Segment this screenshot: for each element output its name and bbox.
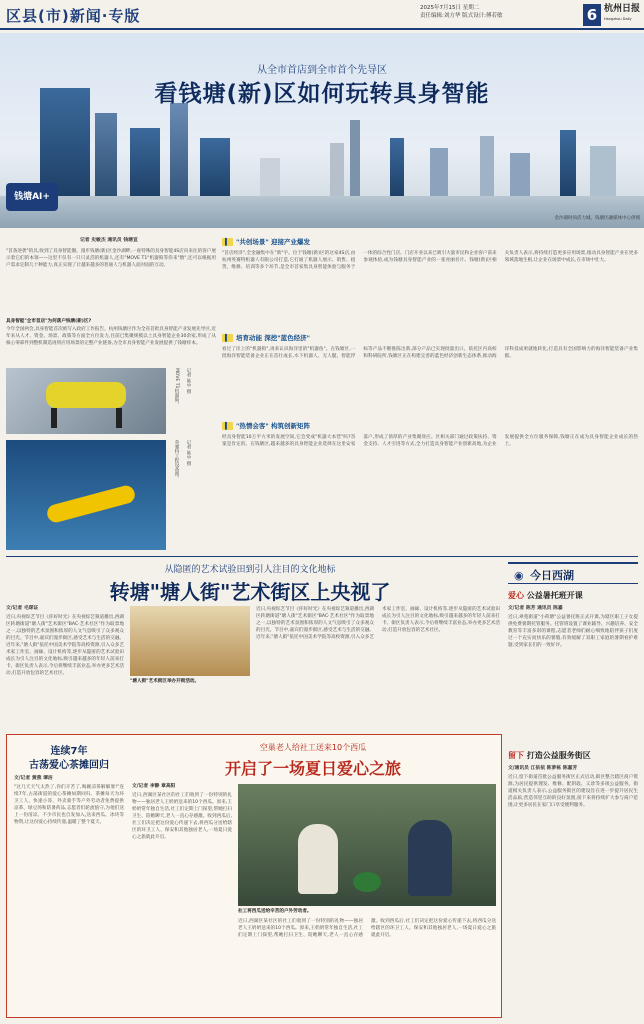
editor-credits: 责任编辑:刘方华 版式设计:傅若敏 xyxy=(420,13,503,19)
story2-photo-caption: "塘人街"艺术街区举办开街活动。 xyxy=(130,679,200,684)
story3-byline: 文/记者 陈芳 通讯员 陈嘉 xyxy=(508,606,563,611)
subsection-3-text: 经具身智能10万平方米的发展空间,它会变成"机器大本营"吗?答案是肯定的。在钱塘区,越来越多的具身智能企业选择在这里安家落户,形成了浓厚的产业集聚效应。区相关部门通过政策扶持、资金支持、人才引进等方式,全力打造具身智能产业创新高地,为企业发展提供全方位服务保障,钱塘正在成为具身智能企业成长的热土。 xyxy=(222,435,638,447)
robot-dog-photo xyxy=(6,368,166,434)
westlake-banner xyxy=(508,562,638,584)
issue-date: 2025年7月15日 星期二 xyxy=(420,5,480,11)
story1-question: 具身智能"全市首店"为何落户钱塘(新)区? xyxy=(6,319,92,324)
story2-byline: 文/记者 毛琛证 xyxy=(6,606,39,611)
story5-kicker-line1: 连续7年 xyxy=(50,746,88,757)
subsection-1-text: "首店经济",全金融集中在"新"字。位于钱塘(新)区的这家4S店,由杭州英赛特机器人有限公司打造,它打通了机器人展示、销售、租赁、维修、培训等多个环节,是全市首家集具身智能体验与服务于一体的综合性门店。门店开业以来已吸引大量市民和企业客户前来参观体验,成为钱塘具身智能产业的一张亮丽名片。钱塘(新)区相关负责人表示,将持续打造更多应用场景,推动具身智能产业在更多领域落地生根,让企业在场景中成长,在市场中壮大。 xyxy=(222,251,638,270)
page-number: 6 xyxy=(583,4,601,26)
story3-headline-row xyxy=(508,590,638,601)
story4-byline: 文/通讯员 江依依 陈萝栋 陈嘉芳 xyxy=(508,766,578,771)
story6-photo-caption: 社工将西瓜送给辛苦的户外劳动者。 xyxy=(238,909,312,914)
photo2-caption: 英赛特工程设备图。 xyxy=(174,440,179,481)
story6-text-col2: 近日,西湖区某社区的社工们收到了一份特别的礼物——独居老人王奶奶送来的10个西瓜。原来,王奶奶常年独自生活,社工们定期上门探望,帮她打扫卫生、陪她聊天,老人一直心存感激。收到西瓜后,社工们决定把这份爱心传递下去,将西瓜分送给辖区的环卫工人、保安和其他独居老人,一场夏日爱心之旅就此开启。 xyxy=(238,919,496,938)
story4-headline: 打造公益服务街区 xyxy=(526,751,591,760)
story5-kicker-line2: 古荡爱心茶摊回归 xyxy=(29,760,109,771)
story2-kicker: 从隐匿的艺术试验田到引人注目的文化地标 xyxy=(164,565,336,575)
story5-text: "这几天天气太热了,你们辛苦了,喝碗凉茶解解暑!"连续7年,古荡街道的爱心茶摊如期回归。茶摊每天为环卫工人、快递小哥、外卖骑手等户外劳动者免费提供凉茶、绿豆汤和防暑药品,志愿者们轮流值守,为他们送上一份清凉。不少市民也自发加入,送来西瓜、冰块等物资,让这份爱心持续传递,温暖了整个夏天。 xyxy=(14,785,124,825)
ai-badge: 钱塘AI+ xyxy=(6,183,58,211)
page-header xyxy=(0,0,644,30)
underwater-robot-photo xyxy=(6,440,166,550)
story2-text-col2: 近日,央视综艺节目《你好时光》在央视综艺频道播出,西湖区转塘街道"塘人街"艺术街区"BAC·艺术社区"作为取景地之一,以独特的艺术氛围和浓厚的人文气息吸引了众多观众的目光。节目中,嘉宾们漫步街区,感受艺术与生活的交融。近年来,"塘人街"依托中国美术学院等高校资源,引入众多艺术家工作室、画廊、设计机构等,逐步从隐匿的艺术试验田成长为引人注目的文化地标,吸引越来越多的年轻人前来打卡。街区负责人表示,今后将继续丰富业态,举办更多艺术活动,打造开放包容的艺术社区。 xyxy=(256,607,500,640)
westlake-icon: ◉ xyxy=(514,569,524,582)
photo1-credit: 记者 陈中 摄 xyxy=(186,368,191,394)
story6-byline: 文/记者 李静 章高阳 xyxy=(132,784,176,789)
hero-kicker: 从全市首店到全市首个先导区 xyxy=(257,65,387,76)
story1-byline: 记者 史敏杰 通讯员 钱塘宣 xyxy=(80,238,138,243)
story4-text: 近日,留下街道首批公益服务街区正式启动,街区整合辖区商户资源,为居民提供理发、维修、配钥匙、义诊等多项公益服务。街道相关负责人表示,公益服务街区的建设旨在进一步提升居民生活品质,营造邻里互助的良好氛围,接下来将持续扩大参与商户范围,让更多居民在家门口享受便利服务。 xyxy=(508,775,638,808)
story1-body: 今年全国两会,具身智能首次被写入政府工作报告。杭州钱塘区作为全省首批具身智能产业发展先导区,近年来从人才、资金、场景、政策等方面全方位发力,目前已集聚规模以上具身智能企业30余家,形成了从核心零部件到整机制造再到应用场景的完整产业链条,为全市具身智能产业发展提供了钱塘样本。 xyxy=(6,327,216,346)
newspaper-logo: 杭州日报 Hangzhou Daily xyxy=(604,4,641,21)
story3-text: 近日,翠苑街道"小荷塘"公益暑托班正式开课,为辖区职工子女提供免费暑期托管服务。托管班设置了课业辅导、兴趣培养、安全教育等丰富多彩的课程,志愿者老师们耐心细致地陪伴孩子们度过一个充实而快乐的暑假,有效缓解了双职工家庭的暑期看护难题,受到家长们的一致好评。 xyxy=(508,615,638,648)
photo2-credit: 记者 陈中 摄 xyxy=(186,440,191,466)
date-line xyxy=(420,4,580,20)
story6-kicker: 空巢老人给社工送来10个西瓜 xyxy=(259,743,367,752)
subsection-2-text: 看过了岸上的"机器狗",再来认识海洋里的"机器鱼"。在钱塘区,一批海洋智能装备企业正在茁壮成长,水下机器人、无人艇、智能浮标等产品不断推陈出新,部分产品已实现批量出口。依托区内高校和科研院所,钱塘区正在构建完善的蓝色经济创新生态体系,推动海洋科技成果就地转化,打造具有全国影响力的海洋智能装备产业集群。 xyxy=(222,347,638,359)
story4-headline-row xyxy=(508,750,638,761)
section-title: 区县(市)新闻·专版 xyxy=(6,7,141,25)
story5-byline: 文/记者 黄燕 谭洁 xyxy=(14,776,53,781)
art-street-photo xyxy=(130,606,250,676)
westlake-title: 今日西湖 xyxy=(530,569,574,582)
story2-headline: 转塘"塘人街"艺术街区上央视了 xyxy=(109,580,391,604)
story4-tag: 留下 xyxy=(508,751,524,760)
subhead-3: ▍ "热情会客" 构筑创新矩阵 xyxy=(222,420,310,432)
hero-photo-caption: 金沙湖时尚活力城。钱塘区融媒体中心供图 xyxy=(554,216,640,221)
divider xyxy=(6,556,638,557)
story1-intro: "首条逆袭"的具,收到了具身智能圈。漫步钱塘(新)区金沙湖畔,一座特殊的具身智能4S店向来往的客户展示着它们的本领——这里不仅有一只只灵活的机器人,还有"MOVE T1"机器狗等你来"撸",还可以根据用户需求定制几十种能力,真正实现了让越来越多的普通人与机器人面对面的互动。 xyxy=(6,249,216,268)
hero-skyline-photo xyxy=(0,33,644,228)
subhead-2: ▍ 培育动能 深挖"蓝色经济" xyxy=(222,332,310,344)
photo1-caption: MOVE T1机器狗。 xyxy=(174,368,179,407)
story2-text-col1: 近日,央视综艺节目《你好时光》在央视综艺频道播出,西湖区转塘街道"塘人街"艺术街区"BAC·艺术社区"作为取景地之一,以独特的艺术氛围和浓厚的人文气息吸引了众多观众的目光。节目中,嘉宾们漫步街区,感受艺术与生活的交融。近年来,"塘人街"依托中国美术学院等高校资源,引入众多艺术家工作室、画廊、设计机构等,逐步从隐匿的艺术试验田成长为引人注目的文化地标,吸引越来越多的年轻人前来打卡。街区负责人表示,今后将继续丰富业态,举办更多艺术活动,打造开放包容的艺术社区。 xyxy=(6,615,124,676)
watermelon-photo xyxy=(238,784,496,906)
story6-text-col1: 近日,西湖区某社区的社工们收到了一份特别的礼物——独居老人王奶奶送来的10个西瓜。原来,王奶奶常年独自生活,社工们定期上门探望,帮她打扫卫生、陪她聊天,老人一直心存感激。收到西瓜后,社工们决定把这份爱心传递下去,将西瓜分送给辖区的环卫工人、保安和其他独居老人,一场夏日爱心之旅就此开启。 xyxy=(132,793,232,840)
story3-tag: 爱心 xyxy=(508,591,524,600)
story6-headline: 开启了一场夏日爱心之旅 xyxy=(224,759,401,778)
subhead-1: ▍ "共创场景" 迎接产业爆发 xyxy=(222,236,310,248)
story3-headline: 公益暑托班开课 xyxy=(526,591,583,600)
hero-headline: 看钱塘(新)区如何玩转具身智能 xyxy=(154,81,490,107)
